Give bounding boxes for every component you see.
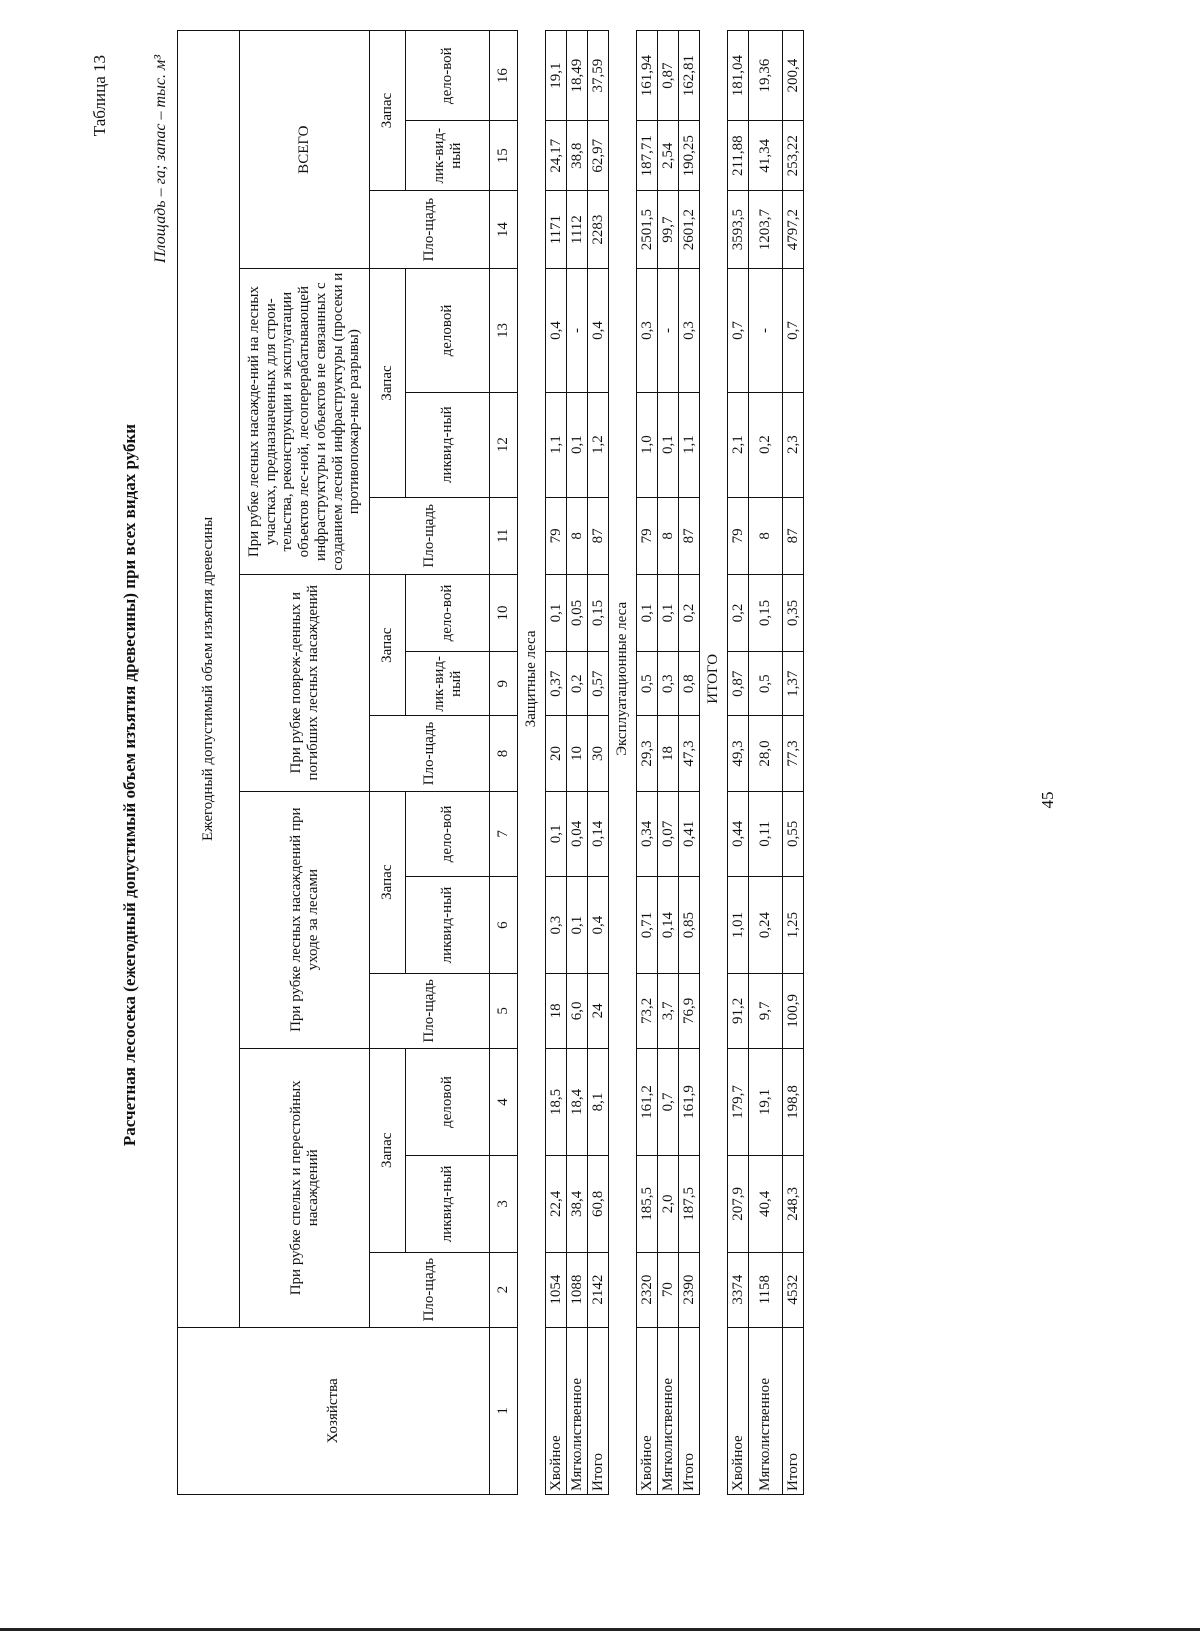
- table-cell: 1,1: [679, 392, 700, 497]
- table-cell: 0,11: [749, 791, 783, 877]
- table-cell: -: [749, 269, 783, 392]
- table-cell: 18: [658, 716, 679, 791]
- table-row: [749, 31, 783, 1495]
- table-cell: 62,97: [588, 121, 609, 191]
- section-title: Эксплуатационные леса: [609, 31, 637, 1328]
- table-cell: 40,4: [749, 1156, 783, 1253]
- document-title: Расчетная лесосека (ежегодный допустимый объем изъятия древесины) при всех видах рубки: [120, 423, 139, 1147]
- table-cell: 3,7: [658, 973, 679, 1048]
- table-cell: 0,87: [658, 31, 679, 121]
- stock-header: Запас: [370, 791, 406, 973]
- table-cell: 1112: [567, 191, 588, 269]
- table-cell: 2283: [588, 191, 609, 269]
- table-row: [658, 31, 679, 1495]
- table-cell: 1,01: [728, 877, 749, 974]
- column-number: 9: [490, 652, 518, 716]
- table-cell: 87: [783, 497, 804, 574]
- table-cell: -: [567, 269, 588, 392]
- table-header: [178, 31, 518, 1495]
- table-cell: 2,54: [658, 121, 679, 191]
- stock-header: Запас: [370, 1048, 406, 1252]
- table-cell: 1,25: [783, 877, 804, 974]
- table-cell: 0,1: [658, 574, 679, 651]
- table-cell: 4532: [783, 1252, 804, 1327]
- table-cell: 3593,5: [728, 191, 749, 269]
- column-number: 16: [490, 31, 518, 121]
- subcol-header: ликвид-ный: [406, 392, 490, 497]
- table-cell: 0,2: [728, 574, 749, 651]
- table-cell: 187,5: [679, 1156, 700, 1253]
- table-cell: 8: [749, 497, 783, 574]
- header-group-care: При рубке лесных насаждений при уходе за лесами: [240, 791, 370, 1048]
- table-cell: 18,4: [567, 1048, 588, 1155]
- header-group-mature: При рубке спелых и перестойных насаждений: [240, 1048, 370, 1327]
- column-number: 5: [490, 973, 518, 1048]
- column-number: 7: [490, 791, 518, 877]
- table-cell: 0,4: [588, 877, 609, 974]
- table-cell: 0,15: [588, 574, 609, 651]
- table-cell: 4797,2: [783, 191, 804, 269]
- table-cell: 87: [588, 497, 609, 574]
- section-row: [700, 31, 728, 1495]
- header-group-construction: При рубке лесных насажде-ний на лесных участках, предназначенных для строи-тельства, реконструкции и эксплуатации объектов лес-ной, лесоперерабатывающей инфраструктуры и объектов не связанных с созданием лесной инфраструктуры (просеки и противопожар-ные разрывы): [240, 269, 370, 575]
- table-cell: 19,1: [546, 31, 567, 121]
- table-cell: 187,71: [637, 121, 658, 191]
- table-cell: 18,49: [567, 31, 588, 121]
- table-cell: 1,0: [637, 392, 658, 497]
- stock-header: Запас: [370, 574, 406, 716]
- table-row: [546, 31, 567, 1495]
- table-cell: 253,22: [783, 121, 804, 191]
- table-cell: 2390: [679, 1252, 700, 1327]
- table-cell: 10: [567, 716, 588, 791]
- table-cell: 161,94: [637, 31, 658, 121]
- table-cell: 1171: [546, 191, 567, 269]
- table-cell: 200,4: [783, 31, 804, 121]
- column-number: 13: [490, 269, 518, 392]
- subcol-header: Пло-щадь: [370, 973, 490, 1048]
- row-name: Хвойное: [637, 1327, 658, 1494]
- header-farms: Хозяйства: [178, 1327, 490, 1494]
- subcol-header: Пло-щадь: [370, 1252, 490, 1327]
- section-title: Защитные леса: [518, 31, 546, 1328]
- table-cell: 0,35: [783, 574, 804, 651]
- table-cell: 0,24: [749, 877, 783, 974]
- table-cell: 2320: [637, 1252, 658, 1327]
- section-spacer: [609, 1327, 637, 1494]
- table-cell: 3374: [728, 1252, 749, 1327]
- table-cell: 207,9: [728, 1156, 749, 1253]
- table-cell: 0,7: [728, 269, 749, 392]
- stock-header: Запас: [370, 269, 406, 497]
- table-cell: 79: [546, 497, 567, 574]
- table-cell: 0,14: [588, 791, 609, 877]
- table-cell: 0,1: [658, 392, 679, 497]
- column-number: 6: [490, 877, 518, 974]
- table-cell: 0,3: [637, 269, 658, 392]
- table-cell: 0,41: [679, 791, 700, 877]
- table-cell: 24: [588, 973, 609, 1048]
- table-cell: 198,8: [783, 1048, 804, 1155]
- table-cell: 0,57: [588, 652, 609, 716]
- column-number: 4: [490, 1048, 518, 1155]
- table-row: [588, 31, 609, 1495]
- rotated-page: [80, 35, 1150, 1535]
- table-cell: 0,1: [567, 877, 588, 974]
- table-cell: 8: [658, 497, 679, 574]
- column-number: 11: [490, 497, 518, 574]
- table-cell: 0,2: [679, 574, 700, 651]
- row-name: Итого: [679, 1327, 700, 1494]
- table-cell: 100,9: [783, 973, 804, 1048]
- table-cell: 0,04: [567, 791, 588, 877]
- table-cell: 0,2: [567, 652, 588, 716]
- table-cell: 1158: [749, 1252, 783, 1327]
- units-note: Площадь – га; запас – тыс. м³: [152, 55, 169, 263]
- column-number: 2: [490, 1252, 518, 1327]
- table-cell: 0,05: [567, 574, 588, 651]
- table-cell: 1088: [567, 1252, 588, 1327]
- table-cell: 19,1: [749, 1048, 783, 1155]
- table-cell: 20: [546, 716, 567, 791]
- table-cell: 2,3: [783, 392, 804, 497]
- table-cell: 0,7: [783, 269, 804, 392]
- table-cell: 28,0: [749, 716, 783, 791]
- subcol-header: Пло-щадь: [370, 497, 490, 574]
- section-spacer: [518, 1327, 546, 1494]
- table-cell: 41,34: [749, 121, 783, 191]
- subcol-header: лик-вид-ный: [406, 121, 490, 191]
- table-cell: 0,3: [546, 877, 567, 974]
- column-number: 14: [490, 191, 518, 269]
- subcol-header: ликвид-ный: [406, 877, 490, 974]
- section-title: ИТОГО: [700, 31, 728, 1328]
- subcol-header: Пло-щадь: [370, 191, 490, 269]
- table-body: [518, 31, 804, 1495]
- table-cell: 0,1: [637, 574, 658, 651]
- table-cell: 0,5: [637, 652, 658, 716]
- table-cell: 8,1: [588, 1048, 609, 1155]
- table-row: [679, 31, 700, 1495]
- table-label: Таблица 13: [90, 55, 109, 137]
- table-cell: 79: [637, 497, 658, 574]
- table-cell: 2601,2: [679, 191, 700, 269]
- table-cell: 18: [546, 973, 567, 1048]
- table-cell: 19,36: [749, 31, 783, 121]
- section-spacer: [700, 1327, 728, 1494]
- row-name: Итого: [588, 1327, 609, 1494]
- table-cell: 70: [658, 1252, 679, 1327]
- table-cell: 185,5: [637, 1156, 658, 1253]
- table-cell: 2501,5: [637, 191, 658, 269]
- column-number: 12: [490, 392, 518, 497]
- header-annual: Ежегодный допустимый объем изъятия древесины: [178, 31, 240, 1328]
- table-cell: 0,71: [637, 877, 658, 974]
- table-cell: 1054: [546, 1252, 567, 1327]
- header-group-damaged: При рубке повреж-денных и погибших лесных насаждений: [240, 574, 370, 791]
- column-number: 1: [490, 1327, 518, 1494]
- subcol-header: лик-вид-ный: [406, 652, 490, 716]
- table-cell: 161,2: [637, 1048, 658, 1155]
- column-number: 8: [490, 716, 518, 791]
- table-cell: 87: [679, 497, 700, 574]
- table-cell: 0,7: [658, 1048, 679, 1155]
- row-name: Мягколиственное: [567, 1327, 588, 1494]
- table-cell: 0,55: [783, 791, 804, 877]
- table-cell: 38,4: [567, 1156, 588, 1253]
- table-cell: 0,85: [679, 877, 700, 974]
- subcol-header: дело-вой: [406, 31, 490, 121]
- table-cell: 24,17: [546, 121, 567, 191]
- column-number: 10: [490, 574, 518, 651]
- table-cell: 2142: [588, 1252, 609, 1327]
- table-cell: 1,37: [783, 652, 804, 716]
- table-cell: 0,2: [749, 392, 783, 497]
- table-cell: 0,34: [637, 791, 658, 877]
- row-name: Мягколиственное: [658, 1327, 679, 1494]
- table-cell: 181,04: [728, 31, 749, 121]
- table-cell: 9,7: [749, 973, 783, 1048]
- row-name: Мягколиственное: [749, 1327, 783, 1494]
- header-group-total: ВСЕГО: [240, 31, 370, 269]
- table-cell: 179,7: [728, 1048, 749, 1155]
- subcol-header: деловой: [406, 1048, 490, 1155]
- section-row: [609, 31, 637, 1495]
- table-cell: 47,3: [679, 716, 700, 791]
- table-cell: 0,37: [546, 652, 567, 716]
- table-cell: 22,4: [546, 1156, 567, 1253]
- table-cell: 0,15: [749, 574, 783, 651]
- table-cell: 0,3: [679, 269, 700, 392]
- table-cell: 0,3: [658, 652, 679, 716]
- table-cell: 18,5: [546, 1048, 567, 1155]
- table-cell: 91,2: [728, 973, 749, 1048]
- column-number: 15: [490, 121, 518, 191]
- table-cell: 0,1: [546, 791, 567, 877]
- subcol-header: ликвид-ный: [406, 1156, 490, 1253]
- table-cell: 29,3: [637, 716, 658, 791]
- table-cell: 30: [588, 716, 609, 791]
- table-cell: 2,0: [658, 1156, 679, 1253]
- table-cell: 0,14: [658, 877, 679, 974]
- table-row: [783, 31, 804, 1495]
- row-name: Итого: [783, 1327, 804, 1494]
- table-cell: 49,3: [728, 716, 749, 791]
- table-cell: 0,1: [567, 392, 588, 497]
- table-cell: 76,9: [679, 973, 700, 1048]
- table-cell: 1203,7: [749, 191, 783, 269]
- table-cell: 99,7: [658, 191, 679, 269]
- table-cell: 79: [728, 497, 749, 574]
- table-cell: 0,4: [588, 269, 609, 392]
- table-cell: 161,9: [679, 1048, 700, 1155]
- row-name: Хвойное: [546, 1327, 567, 1494]
- table-cell: 0,87: [728, 652, 749, 716]
- section-row: [518, 31, 546, 1495]
- table-cell: 0,1: [546, 574, 567, 651]
- table-cell: 1,2: [588, 392, 609, 497]
- table-cell: 0,5: [749, 652, 783, 716]
- table-cell: 77,3: [783, 716, 804, 791]
- table-cell: 6,0: [567, 973, 588, 1048]
- table-cell: 60,8: [588, 1156, 609, 1253]
- table-cell: 248,3: [783, 1156, 804, 1253]
- subcol-header: Пло-щадь: [370, 716, 490, 791]
- table-cell: 0,8: [679, 652, 700, 716]
- row-name: Хвойное: [728, 1327, 749, 1494]
- table-cell: 190,25: [679, 121, 700, 191]
- forest-cutting-table: [177, 30, 804, 1495]
- table-row: [567, 31, 588, 1495]
- table-row: [728, 31, 749, 1495]
- table-cell: 0,44: [728, 791, 749, 877]
- table-cell: 73,2: [637, 973, 658, 1048]
- column-numbers-row: [490, 31, 518, 1495]
- table-cell: 162,81: [679, 31, 700, 121]
- subcol-header: дело-вой: [406, 791, 490, 877]
- table-cell: 2,1: [728, 392, 749, 497]
- page-number: 45: [1038, 791, 1057, 809]
- table-cell: 1,1: [546, 392, 567, 497]
- table-cell: 38,8: [567, 121, 588, 191]
- table-row: [637, 31, 658, 1495]
- table-cell: 8: [567, 497, 588, 574]
- table-cell: -: [658, 269, 679, 392]
- stock-header: Запас: [370, 31, 406, 191]
- subcol-header: деловой: [406, 269, 490, 392]
- table-cell: 211,88: [728, 121, 749, 191]
- column-number: 3: [490, 1156, 518, 1253]
- subcol-header: дело-вой: [406, 574, 490, 651]
- table-cell: 0,07: [658, 791, 679, 877]
- table-cell: 37,59: [588, 31, 609, 121]
- table-cell: 0,4: [546, 269, 567, 392]
- page-bottom-rule: [0, 1628, 1200, 1631]
